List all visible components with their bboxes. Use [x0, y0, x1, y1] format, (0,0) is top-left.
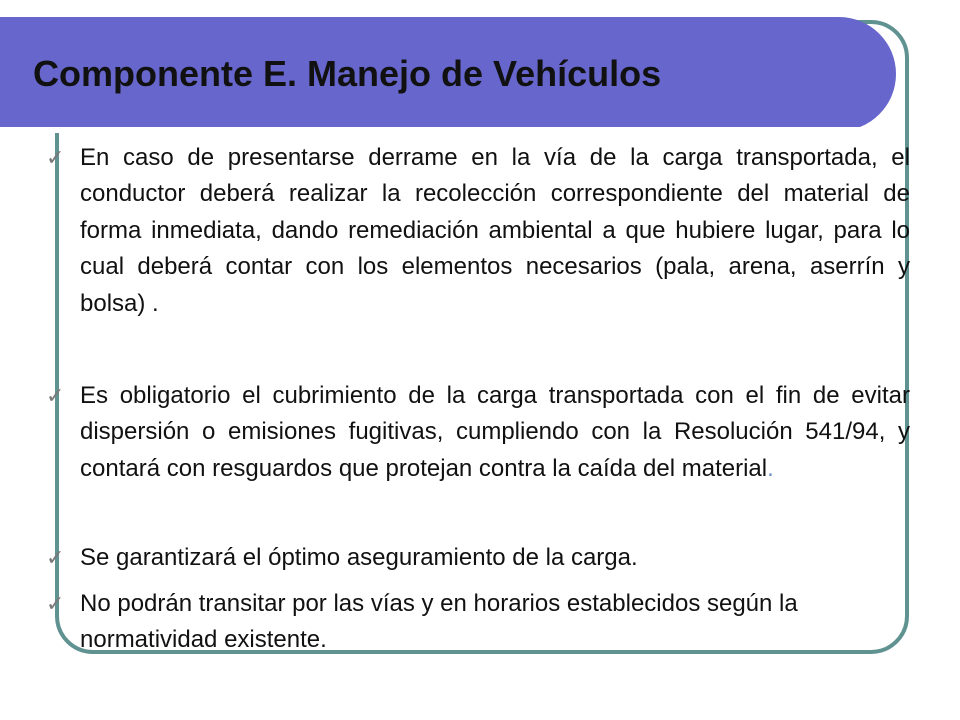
checkmark-icon: ✓ [46, 545, 65, 570]
bullet-text-2-body: Es obligatorio el cubrimiento de la carga transportada con el fin de evitar dispersión o emisiones fugitivas, cumpliendo con la Resolución 541/94, y contará con resguardos que protejan contra la caída del material [80, 382, 910, 482]
checkmark-icon: ✓ [46, 383, 65, 408]
bullet-text-1: En caso de presentarse derrame en la vía de la carga transportada, el conductor deberá realizar la recolección correspondiente del material de forma inmediata, dando remediación ambiental a que hubiere lugar, para lo cual deberá contar con los elementos necesarios (pala, arena, aserrín y bolsa) . [80, 144, 910, 317]
bullet-text-4: No podrán transitar por las vías y en horarios establecidos según la normatividad existente. [80, 590, 798, 654]
bullet-text-2-period: . [767, 454, 774, 482]
bullet-item-2 [46, 378, 910, 530]
bullet-text-2 [80, 378, 910, 487]
bullet-item-1 [46, 140, 910, 360]
bullet-text-3: Se garantizará el óptimo aseguramiento de la carga. [80, 544, 638, 571]
bullet-item-4 [46, 586, 910, 662]
bullet-item-3 [46, 540, 910, 580]
slide-title: Componente E. Manejo de Vehículos [33, 53, 662, 94]
checkmark-icon: ✓ [46, 145, 65, 170]
checkmark-icon: ✓ [46, 591, 65, 616]
